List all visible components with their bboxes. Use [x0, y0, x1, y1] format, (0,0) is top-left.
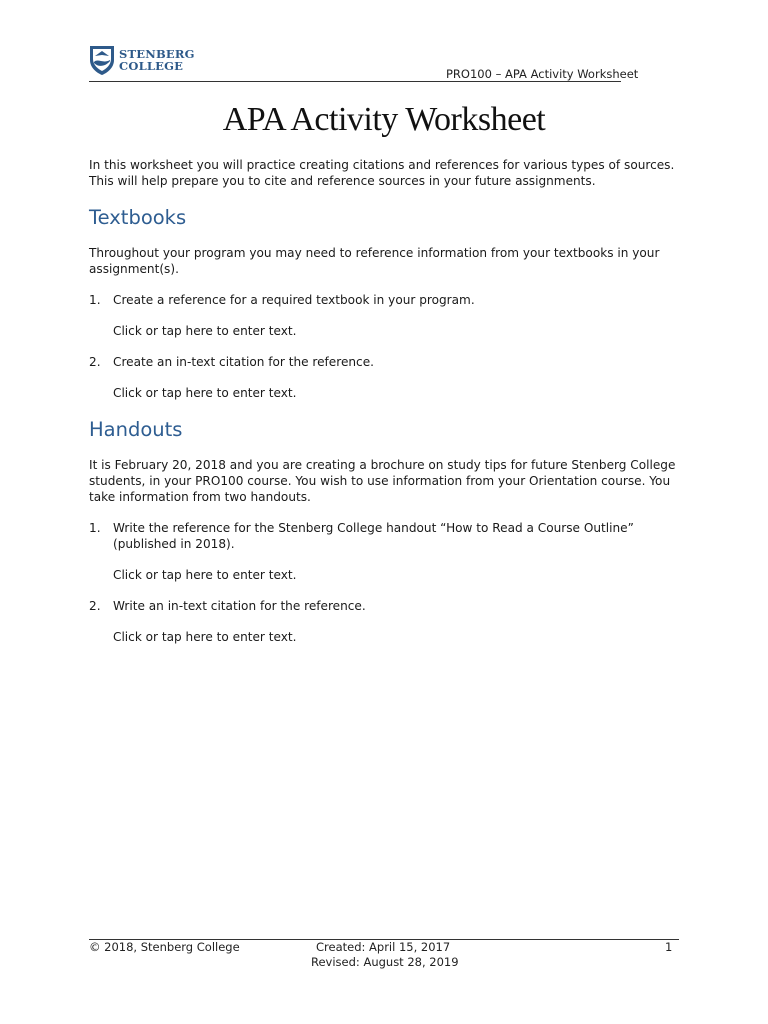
section-heading-handouts: Handouts — [89, 418, 183, 441]
list-item — [89, 354, 684, 370]
header-divider — [89, 81, 621, 82]
logo-wordmark — [119, 48, 195, 72]
header-course-label: PRO100 – APA Activity Worksheet — [446, 67, 639, 81]
list-item-text: Write the reference for the Stenberg College handout “How to Read a Course Outline” (published in 2018). — [113, 521, 634, 551]
list-item-text: Create an in-text citation for the reference. — [113, 355, 374, 369]
list-item-number: 1. — [89, 521, 101, 535]
list-item — [89, 598, 684, 614]
list-item — [89, 292, 684, 308]
footer-revised-date: Revised: August 28, 2019 — [311, 955, 459, 969]
list-item-number: 1. — [89, 293, 101, 307]
logo-line-1: STENBERG — [119, 47, 195, 61]
shield-crest-icon — [89, 44, 115, 76]
answer-field[interactable]: Click or tap here to enter text. — [113, 386, 297, 400]
list-item-number: 2. — [89, 355, 101, 369]
logo-line-2: COLLEGE — [119, 59, 184, 73]
list-item-text: Create a reference for a required textbook in your program. — [113, 293, 475, 307]
list-item-text: Write an in-text citation for the reference. — [113, 599, 366, 613]
footer-created-date: Created: April 15, 2017 — [316, 940, 451, 954]
intro-paragraph: In this worksheet you will practice creating citations and references for various types of sources. This will help prepare you to cite and reference sources in your future assignments. — [89, 158, 675, 188]
section-heading-textbooks: Textbooks — [89, 206, 187, 229]
footer-copyright: © 2018, Stenberg College — [89, 940, 240, 954]
footer-page-number: 1 — [665, 940, 673, 954]
answer-field[interactable]: Click or tap here to enter text. — [113, 630, 297, 644]
answer-field[interactable]: Click or tap here to enter text. — [113, 324, 297, 338]
list-item — [89, 520, 684, 552]
page-title: APA Activity Worksheet — [222, 101, 546, 138]
college-logo — [89, 44, 195, 76]
section-intro-textbooks: Throughout your program you may need to reference information from your textbooks in your assignment(s). — [89, 246, 660, 276]
answer-field[interactable]: Click or tap here to enter text. — [113, 568, 297, 582]
section-intro-handouts: It is February 20, 2018 and you are creating a brochure on study tips for future Stenberg College students, in your PRO100 course. You wish to use information from your Orientation course. You take information from two handouts. — [89, 458, 676, 504]
list-item-number: 2. — [89, 599, 101, 613]
